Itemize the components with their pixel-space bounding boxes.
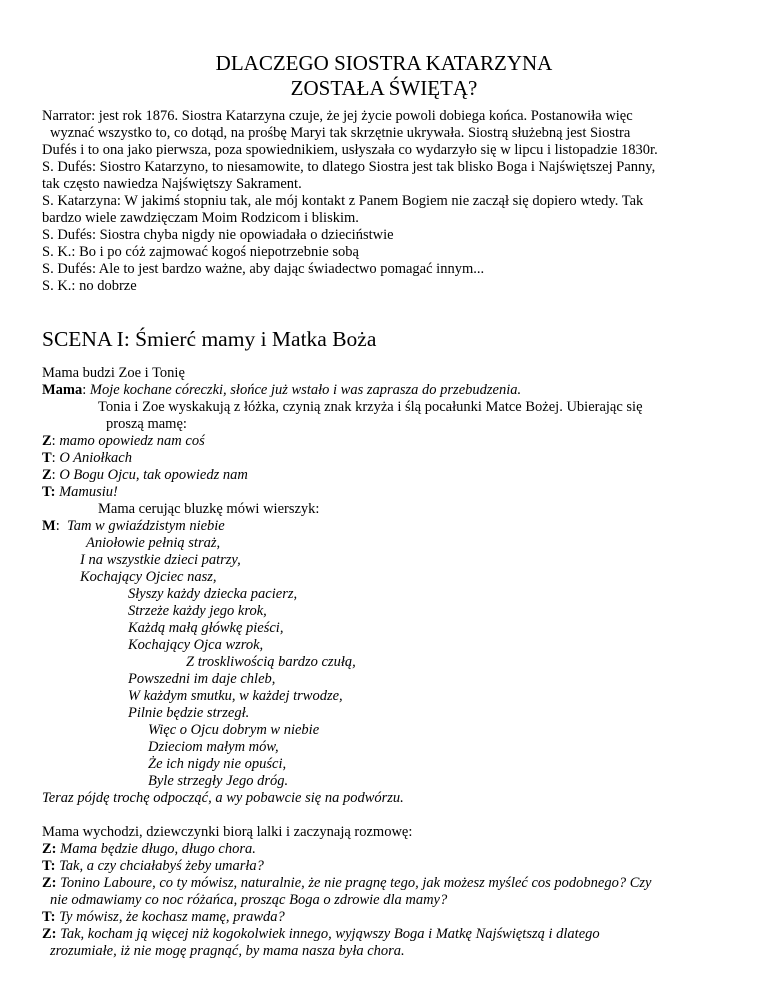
dialogue-line — [42, 841, 742, 858]
dialogue-text: O Bogu Ojcu, tak opowiedz nam — [59, 467, 248, 483]
speaker-label: Z: — [42, 926, 57, 942]
poem-line: Słyszy każdy dziecka pacierz, — [128, 586, 298, 602]
speaker-label: T: — [42, 909, 56, 925]
intro-line: S. Dufés: Ale to jest bardzo ważne, aby dając świadectwo pomagać innym... — [42, 261, 485, 277]
dialogue-text: Mama będzie długo, długo chora. — [60, 841, 256, 857]
poem-line: Kochający Ojca wzrok, — [128, 637, 264, 653]
speaker-label: Z: — [42, 841, 57, 857]
dialogue-text: O Aniołkach — [59, 450, 132, 466]
intro-line: S. K.: no dobrze — [42, 278, 137, 294]
dialogue-line: Teraz pójdę trochę odpocząć, a wy pobawcie się na podwórzu. — [42, 790, 404, 806]
intro-line: Narrator: jest rok 1876. Siostra Katarzyna czuje, że jej życie powoli dobiega końca. Postanowiła więc — [42, 108, 633, 124]
intro-line: bardzo wiele zawdzięczam Moim Rodzicom i bliskim. — [42, 210, 359, 226]
poem-text: Tam w gwiaździstym niebie — [66, 518, 225, 534]
dialogue-continuation: nie odmawiamy co noc różańca, prosząc Boga o zdrowie dla mamy? — [50, 892, 448, 908]
speaker-label: Z: — [42, 875, 57, 891]
poem-line: Aniołowie pełnią straż, — [86, 535, 221, 551]
poem-line: Pilnie będzie strzegł. — [128, 705, 250, 721]
intro-paragraph — [42, 108, 742, 295]
dialogue-line — [42, 909, 742, 926]
dialogue-line — [42, 484, 742, 501]
poem-line: M: Tam w gwiaździstym niebie — [42, 518, 225, 534]
dialogue-line — [42, 926, 742, 943]
dialogue-line: Mama: Moje kochane córeczki, słońce już wstało i was zaprasza do przebudzenia. — [42, 382, 522, 398]
dialogue-text: mamo opowiedz nam coś — [59, 433, 205, 449]
poem-line: Byle strzegły Jego dróg. — [148, 773, 289, 789]
speaker-label: T: — [42, 858, 56, 874]
dialogue-line — [42, 875, 742, 892]
dialogue-text: Mamusiu! — [59, 484, 118, 500]
dialogue-line — [42, 858, 742, 875]
intro-line: Dufés i to ona jako pierwsza, poza spowiednikiem, usłyszała co wydarzyło się w lipcu i listopadzie 1830r. — [42, 142, 658, 158]
intro-line: tak często nawiedza Najświętszy Sakrament. — [42, 176, 302, 192]
stage-direction: Mama cerując bluzkę mówi wierszyk: — [98, 501, 320, 517]
intro-line: S. Dufés: Siostro Katarzyno, to niesamowite, to dlatego Siostra jest tak blisko Boga i Najświętszej Panny, — [42, 159, 656, 175]
poem-line: Z troskliwością bardzo czułą, — [186, 654, 356, 670]
dialogue-text: Tak, kocham ją więcej niż kogokolwiek innego, wyjąwszy Boga i Matkę Najświętszą i dlatego — [60, 926, 600, 942]
dialogue-text: Tonino Laboure, co ty mówisz, naturalnie, że nie pragnę tego, jak możesz myśleć cos podobnego? Czy — [60, 875, 652, 891]
intro-line: S. Dufés: Siostra chyba nigdy nie opowiadała o dzieciństwie — [42, 227, 394, 243]
intro-line: S. Katarzyna: W jakimś stopniu tak, ale mój kontakt z Panem Bogiem nie zaczął się dopiero wtedy. Tak — [42, 193, 644, 209]
poem-line: Strzeże każdy jego krok, — [128, 603, 267, 619]
speaker-label: Z — [42, 433, 52, 449]
dialogue-line: T: O Aniołkach — [42, 450, 132, 466]
poem-line: Dzieciom małym mów, — [148, 739, 279, 755]
stage-direction: proszą mamę: — [106, 416, 187, 432]
title-line-1: DLACZEGO SIOSTRA KATARZYNA — [215, 51, 553, 75]
stage-direction: Tonia i Zoe wyskakują z łóżka, czynią znak krzyża i ślą pocałunki Matce Bożej. Ubierając się — [98, 399, 643, 415]
speaker-label: Mama — [42, 382, 83, 398]
dialogue-continuation: zrozumiałe, iż nie mogę pragnąć, by mama nasza była chora. — [50, 943, 405, 959]
poem-line: Że ich nigdy nie opuści, — [148, 756, 287, 772]
dialogue-text: Ty mówisz, że kochasz mamę, prawda? — [59, 909, 285, 925]
stage-direction: Mama wychodzi, dziewczynki biorą lalki i zaczynają rozmowę: — [42, 824, 413, 840]
dialogue-text: Tak, a czy chciałabyś żeby umarła? — [59, 858, 264, 874]
poem-line: Kochający Ojciec nasz, — [80, 569, 217, 585]
poem-line: Każdą małą główkę pieści, — [128, 620, 284, 636]
speaker-label: M — [42, 518, 56, 534]
title-line-2: ZOSTAŁA ŚWIĘTĄ? — [290, 76, 478, 100]
poem-line: I na wszystkie dzieci patrzy, — [80, 552, 241, 568]
poem-line: W każdym smutku, w każdej trwodze, — [128, 688, 343, 704]
poem-line: Więc o Ojcu dobrym w niebie — [148, 722, 320, 738]
dialogue-line: Z: O Bogu Ojcu, tak opowiedz nam — [42, 467, 248, 483]
dialogue-line: Z: mamo opowiedz nam coś — [42, 433, 205, 449]
document-title — [0, 51, 768, 101]
stage-direction: Mama budzi Zoe i Tonię — [42, 365, 185, 381]
dialogue-text: Moje kochane córeczki, słońce już wstało i was zaprasza do przebudzenia. — [89, 382, 522, 398]
intro-line: wyznać wszystko to, co dotąd, na prośbę Maryi tak skrzętnie ukrywała. Siostrą służebną jest Siostra — [50, 125, 631, 141]
scene-heading: SCENA I: Śmierć mamy i Matka Boża — [42, 327, 377, 351]
poem-line: Powszedni im daje chleb, — [128, 671, 276, 687]
speaker-label: Z — [42, 467, 52, 483]
scene-body — [42, 365, 742, 960]
speaker-label: T: — [42, 484, 56, 500]
speaker-label: T — [42, 450, 52, 466]
intro-line: S. K.: Bo i po cóż zajmować kogoś niepotrzebnie sobą — [42, 244, 359, 260]
